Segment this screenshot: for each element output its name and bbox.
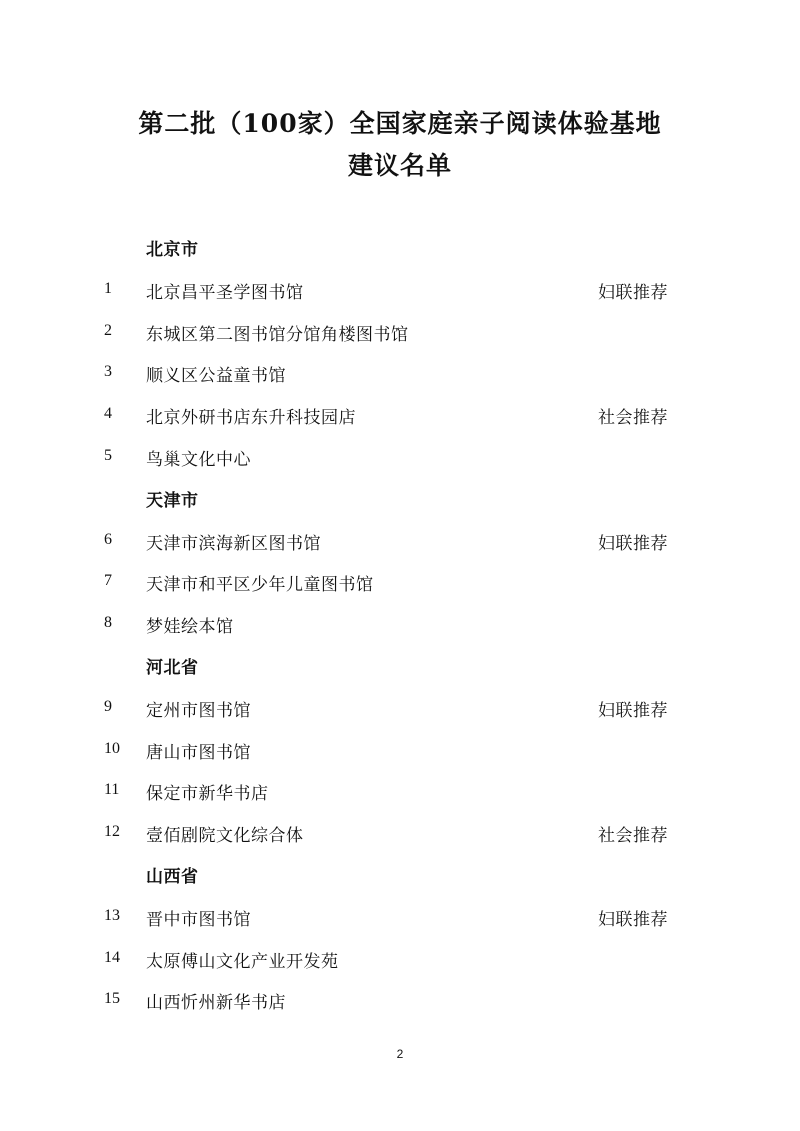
item-name: 太原傅山文化产业开发苑 <box>146 951 339 972</box>
list-item <box>0 688 800 730</box>
list-item <box>0 270 800 312</box>
list-item <box>0 562 800 604</box>
item-recommendation: 社会推荐 <box>598 408 668 429</box>
region-heading-row <box>0 855 800 897</box>
region-heading-row <box>0 228 800 270</box>
list-item <box>0 353 800 395</box>
item-name: 壹佰剧院文化综合体 <box>146 826 304 847</box>
item-name: 山西忻州新华书店 <box>146 993 286 1014</box>
list-item <box>0 604 800 646</box>
item-number: 8 <box>104 614 112 632</box>
item-number: 10 <box>104 739 120 757</box>
item-recommendation: 社会推荐 <box>598 826 668 847</box>
list-item <box>0 939 800 981</box>
item-number: 12 <box>104 823 120 841</box>
item-name: 唐山市图书馆 <box>146 742 251 763</box>
item-name: 天津市滨海新区图书馆 <box>146 533 321 554</box>
item-name: 东城区第二图书馆分馆角楼图书馆 <box>146 324 409 345</box>
item-number: 5 <box>104 446 112 464</box>
item-name: 天津市和平区少年儿童图书馆 <box>146 575 374 596</box>
list-item <box>0 980 800 1022</box>
document-title: 第二批（100家）全国家庭亲子阅读体验基地 <box>138 109 662 138</box>
list-item <box>0 897 800 939</box>
item-number: 4 <box>104 405 112 423</box>
item-number: 3 <box>104 363 112 381</box>
item-name: 北京昌平圣学图书馆 <box>146 282 304 303</box>
list-item <box>0 521 800 563</box>
item-name: 定州市图书馆 <box>146 700 251 721</box>
region-heading-row <box>0 646 800 688</box>
region-heading-row <box>0 479 800 521</box>
list-item <box>0 813 800 855</box>
region-heading: 山西省 <box>146 866 199 887</box>
item-number: 15 <box>104 990 120 1008</box>
document-subtitle: 建议名单 <box>347 151 452 180</box>
item-number: 7 <box>104 572 112 590</box>
item-recommendation: 妇联推荐 <box>598 909 668 930</box>
item-number: 13 <box>104 906 120 924</box>
region-heading: 河北省 <box>146 657 199 678</box>
item-number: 11 <box>104 781 120 799</box>
item-number: 1 <box>104 279 112 297</box>
item-recommendation: 妇联推荐 <box>598 282 668 303</box>
page-number: 2 <box>396 1047 404 1061</box>
region-heading: 天津市 <box>146 490 199 511</box>
item-recommendation: 妇联推荐 <box>598 533 668 554</box>
item-number: 14 <box>104 948 120 966</box>
list-item <box>0 312 800 354</box>
item-name: 鸟巢文化中心 <box>146 449 251 470</box>
item-number: 6 <box>104 530 112 548</box>
item-name: 晋中市图书馆 <box>146 909 251 930</box>
list-item <box>0 730 800 772</box>
item-number: 9 <box>104 697 112 715</box>
list-item <box>0 771 800 813</box>
item-name: 北京外研书店东升科技园店 <box>146 408 356 429</box>
region-heading: 北京市 <box>146 240 199 260</box>
list-item <box>0 395 800 437</box>
recommendation-list <box>0 228 800 1022</box>
item-name: 保定市新华书店 <box>146 784 269 805</box>
list-item <box>0 437 800 479</box>
item-name: 顺义区公益童书馆 <box>146 366 286 387</box>
item-number: 2 <box>104 321 112 339</box>
item-name: 梦娃绘本馆 <box>146 617 234 638</box>
item-recommendation: 妇联推荐 <box>598 700 668 721</box>
